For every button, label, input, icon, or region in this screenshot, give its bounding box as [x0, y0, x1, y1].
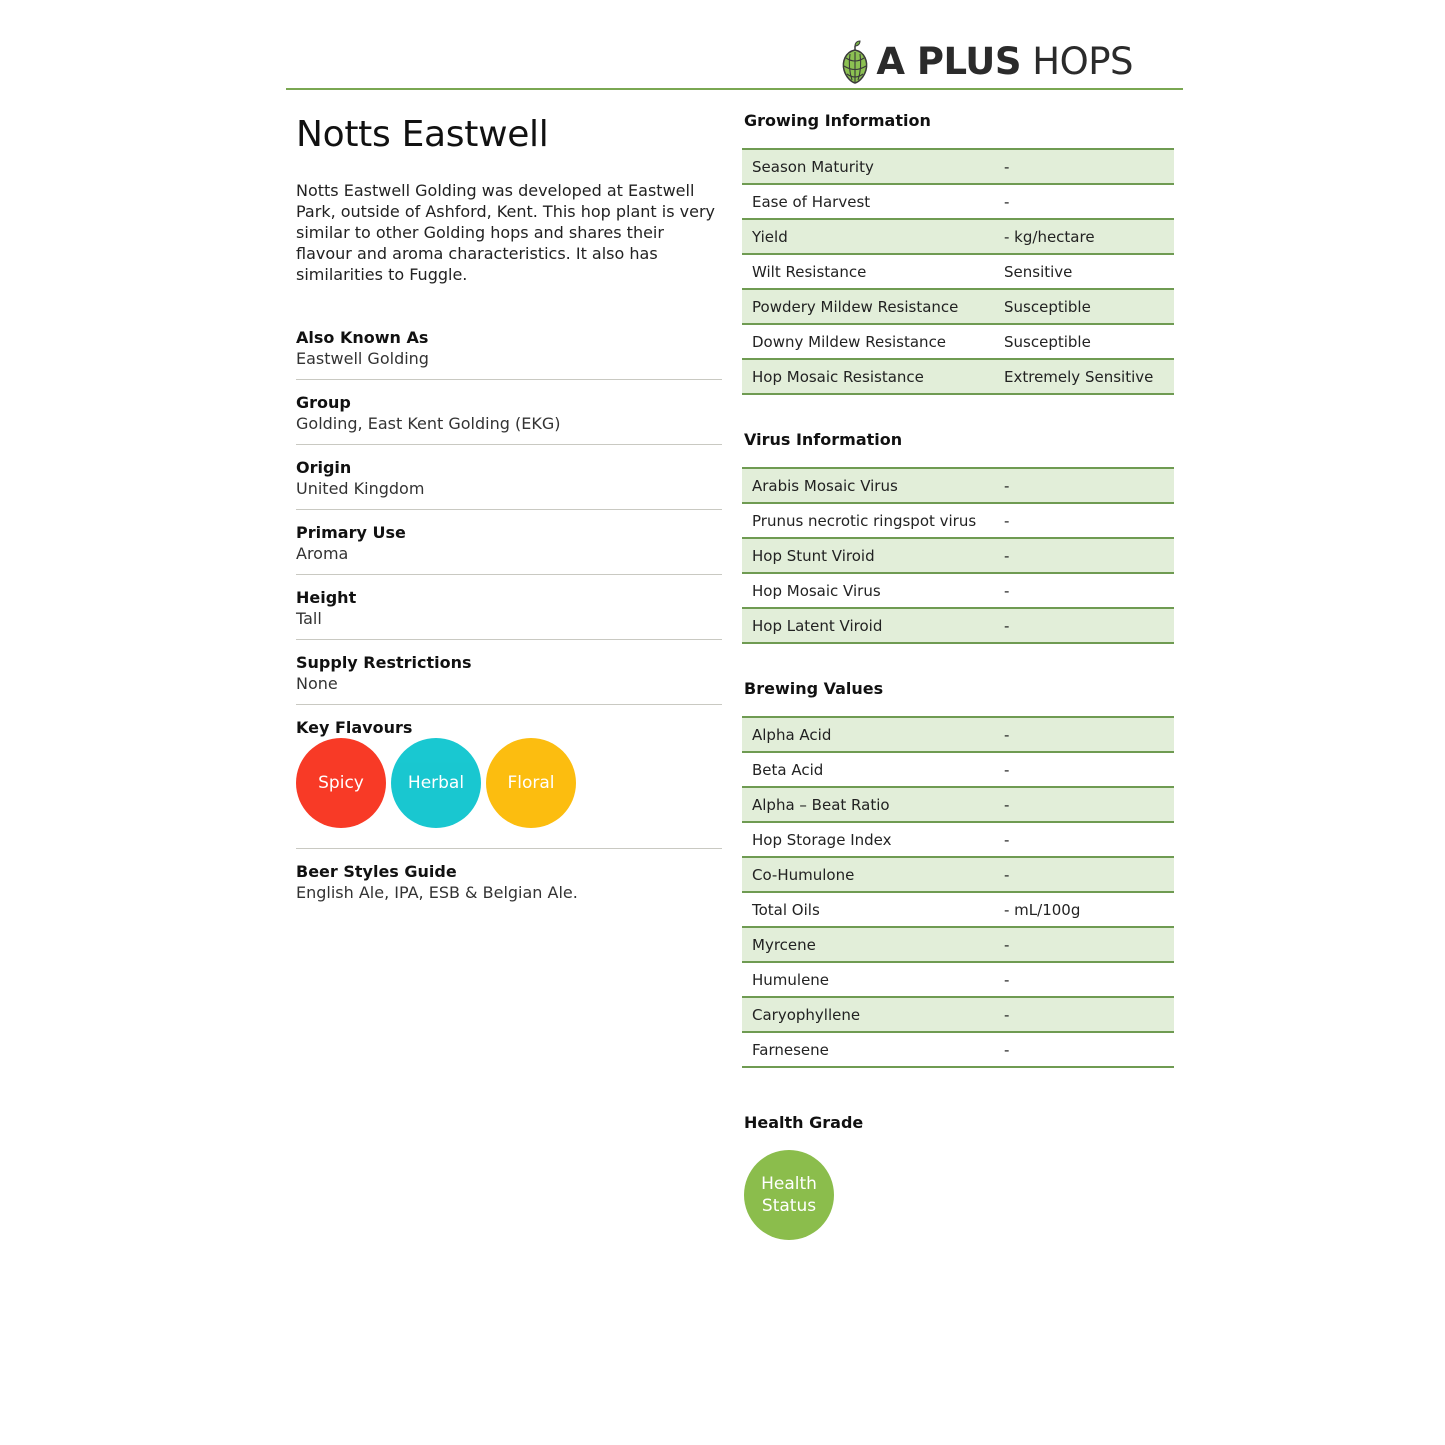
- page-title: Notts Eastwell: [296, 114, 549, 155]
- table-row: Co-Humulone -: [742, 857, 1174, 892]
- key-flavours-label: Key Flavours: [296, 718, 413, 737]
- table-row: Alpha – Beat Ratio -: [742, 787, 1174, 822]
- field-label: Supply Restrictions: [296, 653, 472, 672]
- hop-cone-icon: [840, 40, 870, 84]
- field-also-known-as: [296, 327, 722, 380]
- field-label: Group: [296, 393, 351, 412]
- table-row: Caryophyllene -: [742, 997, 1174, 1032]
- table-row: Season Maturity -: [742, 149, 1174, 184]
- virus-info-table: [742, 467, 1174, 644]
- health-status-badge: Health Status: [744, 1150, 834, 1240]
- table-row: Ease of Harvest -: [742, 184, 1174, 219]
- table-row: Powdery Mildew Resistance Susceptible: [742, 289, 1174, 324]
- table-row: Alpha Acid -: [742, 717, 1174, 752]
- field-value: Eastwell Golding: [296, 349, 429, 368]
- field-value: United Kingdom: [296, 479, 425, 498]
- brand-logo: [840, 40, 1133, 84]
- field-label: Primary Use: [296, 523, 406, 542]
- beer-styles-label: Beer Styles Guide: [296, 862, 457, 881]
- field-height: [296, 587, 722, 640]
- field-primary-use: [296, 522, 722, 575]
- table-row: Hop Mosaic Resistance Extremely Sensitive: [742, 359, 1174, 394]
- flavour-badge-herbal: Herbal: [391, 738, 481, 828]
- field-origin: [296, 457, 722, 510]
- beer-styles-value: English Ale, IPA, ESB & Belgian Ale.: [296, 883, 578, 902]
- growing-info-title: Growing Information: [744, 111, 931, 130]
- table-row: Yield - kg/hectare: [742, 219, 1174, 254]
- hop-description: Notts Eastwell Golding was developed at Eastwell Park, outside of Ashford, Kent. This hop plant is very similar to other Golding hops and shares their flavour and aroma characteristics. It also has similarities to Fuggle.: [296, 181, 716, 284]
- hop-details: [742, 110, 1174, 1240]
- field-label: Origin: [296, 458, 352, 477]
- table-row: Wilt Resistance Sensitive: [742, 254, 1174, 289]
- field-group: [296, 392, 722, 445]
- table-row: Beta Acid -: [742, 752, 1174, 787]
- brewing-values-table: [742, 716, 1174, 1068]
- key-flavours: [296, 717, 722, 849]
- table-row: Humulene -: [742, 962, 1174, 997]
- table-row: Myrcene -: [742, 927, 1174, 962]
- table-row: Hop Stunt Viroid -: [742, 538, 1174, 573]
- page-header: [286, 30, 1183, 90]
- field-value: Tall: [296, 609, 322, 628]
- flavour-badge-floral: Floral: [486, 738, 576, 828]
- table-row: Total Oils - mL/100g: [742, 892, 1174, 927]
- field-label: Also Known As: [296, 328, 429, 347]
- table-row: Hop Latent Viroid -: [742, 608, 1174, 643]
- flavour-badge-spicy: Spicy: [296, 738, 386, 828]
- table-row: Farnesene -: [742, 1032, 1174, 1067]
- flavour-badges: [296, 738, 722, 838]
- table-row: Hop Storage Index -: [742, 822, 1174, 857]
- field-value: Golding, East Kent Golding (EKG): [296, 414, 561, 433]
- field-supply-restrictions: [296, 652, 722, 705]
- table-row: Arabis Mosaic Virus -: [742, 468, 1174, 503]
- field-value: None: [296, 674, 338, 693]
- field-value: Aroma: [296, 544, 349, 563]
- brand-name: A PLUS HOPS: [876, 40, 1133, 83]
- beer-styles-guide: [296, 861, 722, 903]
- growing-info-table: [742, 148, 1174, 395]
- table-row: Downy Mildew Resistance Susceptible: [742, 324, 1174, 359]
- virus-info-title: Virus Information: [744, 430, 903, 449]
- hop-overview: [296, 112, 722, 903]
- brewing-values-title: Brewing Values: [744, 679, 884, 698]
- field-label: Height: [296, 588, 357, 607]
- table-row: Hop Mosaic Virus -: [742, 573, 1174, 608]
- health-grade-title: Health Grade: [744, 1113, 864, 1132]
- table-row: Prunus necrotic ringspot virus -: [742, 503, 1174, 538]
